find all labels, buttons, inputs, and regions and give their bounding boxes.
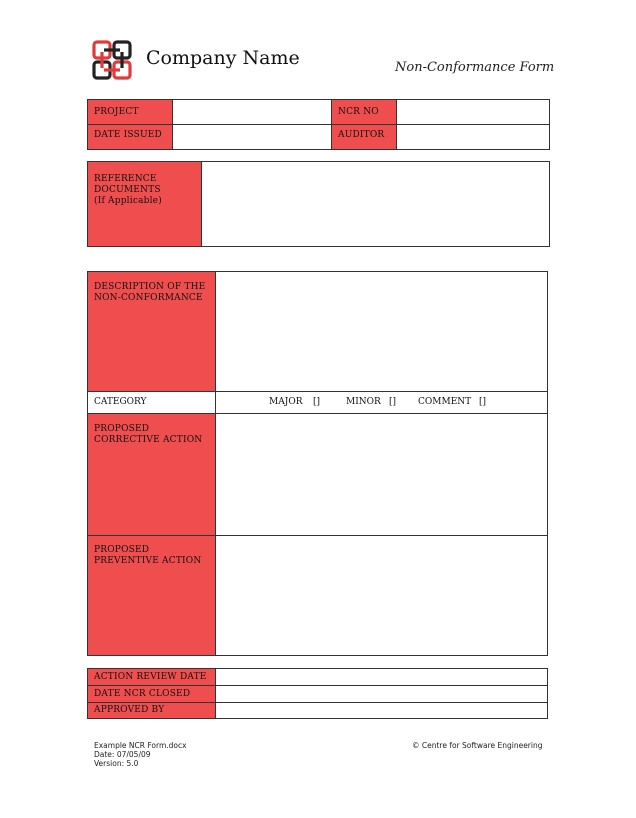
auditor-field[interactable] xyxy=(397,125,549,149)
footer-date: Date: 07/05/09 xyxy=(94,750,151,759)
corrective-action-field[interactable] xyxy=(216,414,547,535)
chain-link-logo-icon xyxy=(90,38,134,82)
footer-version: Version: 5.0 xyxy=(94,759,139,768)
action-review-date-field[interactable] xyxy=(216,669,547,685)
divider xyxy=(88,124,549,125)
divider xyxy=(88,391,547,392)
date-ncr-closed-label: DATE NCR CLOSED xyxy=(88,686,215,702)
reference-label: REFERENCE DOCUMENTS (If Applicable) xyxy=(88,162,201,246)
major-checkbox[interactable]: [] xyxy=(313,397,321,407)
divider xyxy=(331,100,332,149)
minor-checkbox[interactable]: [] xyxy=(389,397,397,407)
description-field[interactable] xyxy=(216,272,547,391)
date-issued-label: DATE ISSUED xyxy=(88,125,172,149)
ncr-no-label: NCR NO xyxy=(332,100,396,124)
auditor-label: AUDITOR xyxy=(332,125,396,149)
comment-checkbox[interactable]: [] xyxy=(479,397,487,407)
action-review-date-label: ACTION REVIEW DATE xyxy=(88,669,215,685)
project-label: PROJECT xyxy=(88,100,172,124)
divider xyxy=(172,100,173,149)
corrective-action-label: PROPOSED CORRECTIVE ACTION xyxy=(88,414,215,535)
category-label: CATEGORY xyxy=(94,397,147,407)
divider xyxy=(396,100,397,149)
major-option-label: MAJOR xyxy=(269,397,303,407)
approved-by-label: APPROVED BY xyxy=(88,703,215,718)
divider xyxy=(215,669,216,718)
preventive-action-field[interactable] xyxy=(216,536,547,655)
footer-copyright: © Centre for Software Engineering xyxy=(412,741,543,750)
footer-filename: Example NCR Form.docx xyxy=(94,741,187,750)
company-name: Company Name xyxy=(146,47,300,69)
comment-option-label: COMMENT xyxy=(418,397,472,407)
form-title: Non-Conformance Form xyxy=(395,60,555,75)
date-issued-field[interactable] xyxy=(173,125,331,149)
reference-field[interactable] xyxy=(202,162,549,246)
date-ncr-closed-field[interactable] xyxy=(216,686,547,702)
ncr-no-field[interactable] xyxy=(397,100,549,124)
footer-document-info xyxy=(94,741,187,768)
description-label: DESCRIPTION OF THE NON-CONFORMANCE xyxy=(88,272,215,391)
minor-option-label: MINOR xyxy=(346,397,381,407)
preventive-action-label: PROPOSED PREVENTIVE ACTION xyxy=(88,536,215,655)
approved-by-field[interactable] xyxy=(216,703,547,718)
project-field[interactable] xyxy=(173,100,331,124)
